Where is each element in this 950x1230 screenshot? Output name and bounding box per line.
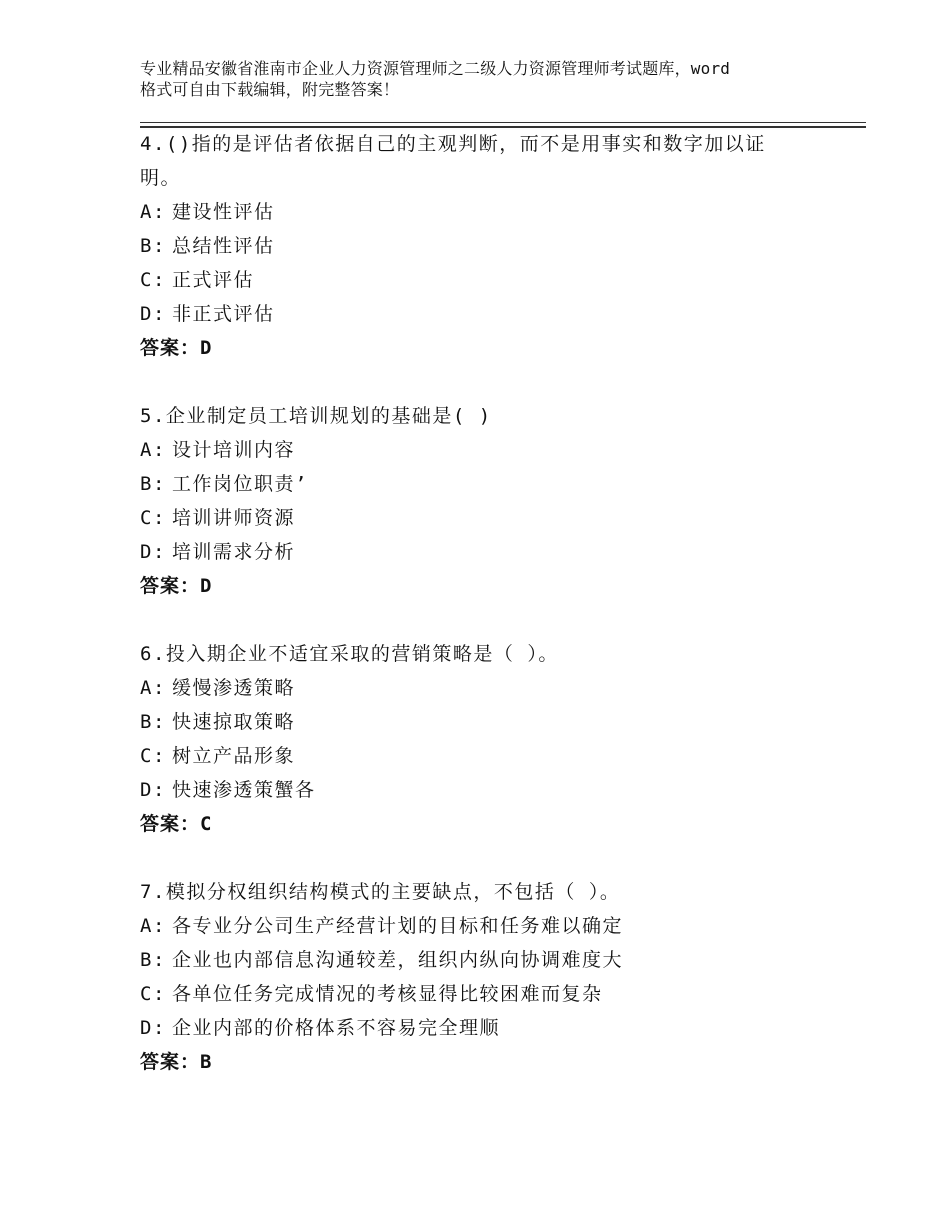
option-b	[140, 229, 820, 263]
option-text: 工作岗位职责’	[172, 473, 308, 495]
option-label: B:	[140, 711, 166, 733]
option-b	[140, 705, 820, 739]
option-text: 建设性评估	[172, 201, 275, 223]
answer: 答案：D	[140, 575, 213, 597]
question-spacer	[140, 365, 820, 399]
option-d	[140, 535, 820, 569]
option-b	[140, 943, 820, 977]
option-label: D:	[140, 1017, 166, 1039]
option-text: 培训需求分析	[172, 541, 296, 563]
header-line-2: 格式可自由下载编辑，附完整答案！	[140, 80, 400, 99]
option-text: 树立产品形象	[172, 745, 296, 767]
option-c	[140, 263, 820, 297]
option-label: A:	[140, 677, 166, 699]
option-text: 快速掠取策略	[172, 711, 296, 733]
option-b	[140, 467, 820, 501]
option-label: B:	[140, 473, 166, 495]
option-label: C:	[140, 269, 166, 291]
question-text-continued: 明。	[140, 167, 182, 189]
option-a	[140, 909, 820, 943]
option-text: 总结性评估	[172, 235, 275, 257]
option-c	[140, 977, 820, 1011]
option-label: A:	[140, 201, 166, 223]
option-text: 企业内部的价格体系不容易完全理顺	[172, 1017, 501, 1039]
option-text: 正式评估	[172, 269, 255, 291]
option-label: A:	[140, 439, 166, 461]
option-label: D:	[140, 779, 166, 801]
option-text: 设计培训内容	[172, 439, 296, 461]
option-c	[140, 739, 820, 773]
answer: 答案：B	[140, 1051, 213, 1073]
answer: 答案：D	[140, 337, 213, 359]
header-divider-thin	[140, 122, 866, 123]
option-label: B:	[140, 949, 166, 971]
document-header	[140, 58, 840, 100]
question-4	[140, 127, 820, 365]
question-list	[140, 127, 820, 1079]
question-spacer	[140, 603, 820, 637]
option-label: A:	[140, 915, 166, 937]
option-text: 培训讲师资源	[172, 507, 296, 529]
option-d	[140, 1011, 820, 1045]
option-text: 快速渗透策蟹各	[172, 779, 316, 801]
option-text: 各单位任务完成情况的考核显得比较困难而复杂	[172, 983, 603, 1005]
option-label: C:	[140, 983, 166, 1005]
question-text: 7.模拟分权组织结构模式的主要缺点，不包括（ ）。	[140, 881, 621, 903]
question-7	[140, 875, 820, 1079]
answer: 答案：C	[140, 813, 213, 835]
question-6	[140, 637, 820, 841]
option-text: 缓慢渗透策略	[172, 677, 296, 699]
question-text: 4.()指的是评估者依据自己的主观判断，而不是用事实和数字加以证	[140, 133, 766, 155]
option-d	[140, 297, 820, 331]
question-text: 5.企业制定员工培训规划的基础是( )	[140, 405, 492, 427]
option-a	[140, 433, 820, 467]
option-label: B:	[140, 235, 166, 257]
option-a	[140, 195, 820, 229]
option-label: C:	[140, 507, 166, 529]
option-d	[140, 773, 820, 807]
option-text: 企业也内部信息沟通较差，组织内纵向协调难度大	[172, 949, 624, 971]
option-label: D:	[140, 541, 166, 563]
option-a	[140, 671, 820, 705]
question-spacer	[140, 841, 820, 875]
header-line-1: 专业精品安徽省淮南市企业人力资源管理师之二级人力资源管理师考试题库，word	[140, 59, 731, 78]
option-label: C:	[140, 745, 166, 767]
option-text: 非正式评估	[172, 303, 275, 325]
question-text: 6.投入期企业不适宜采取的营销策略是（ ）。	[140, 643, 559, 665]
question-5	[140, 399, 820, 603]
option-c	[140, 501, 820, 535]
option-text: 各专业分公司生产经营计划的目标和任务难以确定	[172, 915, 624, 937]
option-label: D:	[140, 303, 166, 325]
